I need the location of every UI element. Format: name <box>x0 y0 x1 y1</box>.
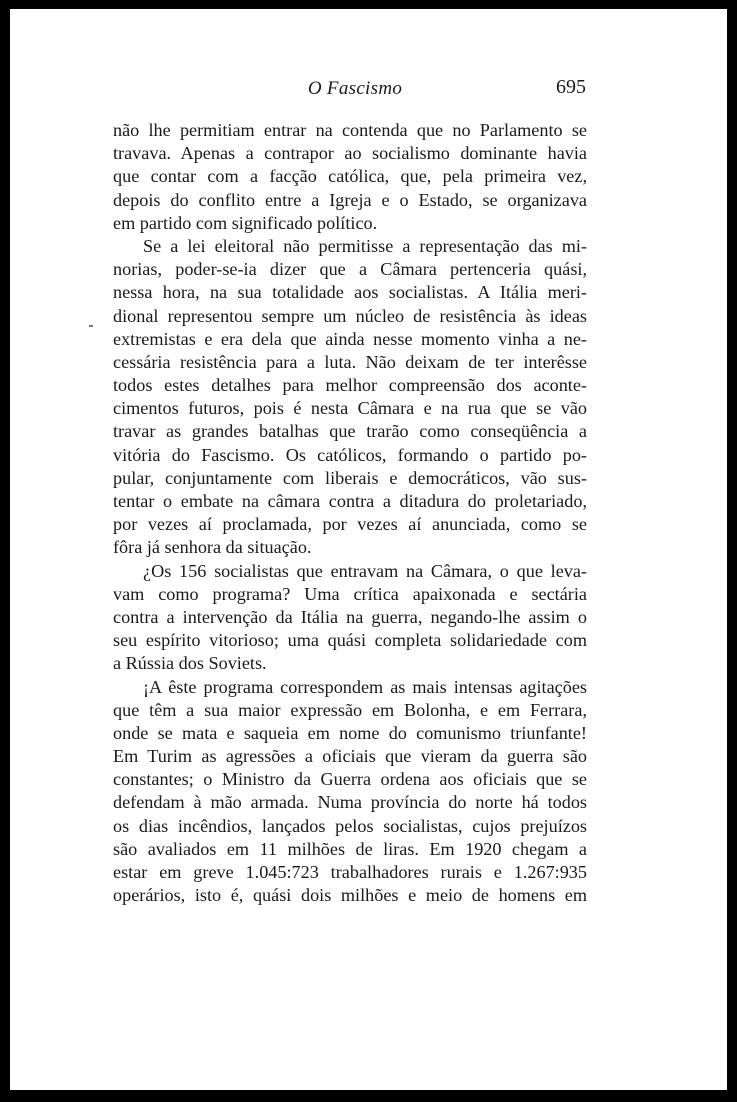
text-line: operários, isto é, quási dois milhões e meio de homens em <box>113 885 587 906</box>
text-line: estar em greve 1.045:723 trabalhadores rurais e 1.267:935 <box>113 862 587 882</box>
text-line: onde se mata e saqueia em nome do comunismo triunfante! <box>113 722 587 743</box>
text-line: contra a intervenção da Itália na guerra, negando-lhe assim o <box>113 606 587 627</box>
text-line: não lhe permitiam entrar na contenda que no Parlamento se <box>113 120 587 140</box>
running-title: O Fascismo <box>307 78 403 99</box>
text-line: todos estes detalhes para melhor compreensão dos aconte- <box>113 375 587 396</box>
text-line: ¿Os 156 socialistas que entravam na Câmara, o que leva- <box>143 560 587 581</box>
text-line: tentar o embate na câmara contra a ditadura do proletariado, <box>113 491 587 511</box>
body-text <box>113 119 587 907</box>
text-line: dional representou sempre um núcleo de resistência às ideas <box>113 305 587 326</box>
text-line: constantes; o Ministro da Guerra ordena aos oficiais que se <box>113 769 587 790</box>
text-line: cimentos futuros, pois é nesta Câmara e na rua que se vão <box>113 398 587 419</box>
text-line: em partido com significado político. <box>113 212 378 233</box>
page-header <box>110 78 600 106</box>
paragraph <box>113 235 587 560</box>
paragraph <box>113 676 587 908</box>
page-number: 695 <box>556 76 586 98</box>
paragraph <box>113 119 587 235</box>
text-line: Se a lei eleitoral não permitisse a representação das mi- <box>143 235 587 256</box>
text-line: que contar com a facção católica, que, pela primeira vez, <box>113 166 587 187</box>
text-line: cessária resistência para a luta. Não deixam de ter interêsse <box>113 351 587 372</box>
text-line: ¡A êste programa correspondem as mais intensas agitações <box>143 676 587 697</box>
paragraph <box>113 560 587 676</box>
text-line: a Rússia dos Soviets. <box>113 653 267 674</box>
text-line: vam como programa? Uma crítica apaixonada e sectária <box>113 583 587 604</box>
text-line: defendam à mão armada. Numa província do norte há todos <box>113 792 587 813</box>
text-line: são avaliados em 11 milhões de liras. Em 1920 chegam a <box>113 838 587 859</box>
text-line: por vezes aí proclamada, por vezes aí anunciada, como se <box>113 514 587 535</box>
text-line: norias, poder-se-ia dizer que a Câmara pertenceria quási, <box>113 259 587 280</box>
text-line: vitória do Fascismo. Os católicos, formando o partido po- <box>113 444 587 465</box>
text-line: os dias incêndios, lançados pelos socialistas, cujos prejuízos <box>113 815 587 836</box>
text-line: nessa hora, na sua totalidade aos socialistas. A Itália meri- <box>113 282 587 303</box>
margin-mark <box>89 325 93 327</box>
text-line: pular, conjuntamente com liberais e democráticos, vão sus- <box>113 467 587 488</box>
text-line: Em Turim as agressões a oficiais que vieram da guerra são <box>113 746 587 767</box>
text-line: travar as grandes batalhas que trarão como conseqüência a <box>113 421 587 442</box>
text-line: seu espírito vitorioso; uma quási completa solidariedade com <box>113 630 587 651</box>
text-line: travava. Apenas a contrapor ao socialismo dominante havia <box>113 143 587 164</box>
text-line: extremistas e era dela que ainda nesse momento vinha a ne- <box>113 328 587 349</box>
text-line: que têm a sua maior expressão em Bolonha, e em Ferrara, <box>113 699 587 720</box>
text-line: depois do conflito entre a Igreja e o Estado, se organizava <box>113 189 587 210</box>
text-line: fôra já senhora da situação. <box>113 537 312 558</box>
